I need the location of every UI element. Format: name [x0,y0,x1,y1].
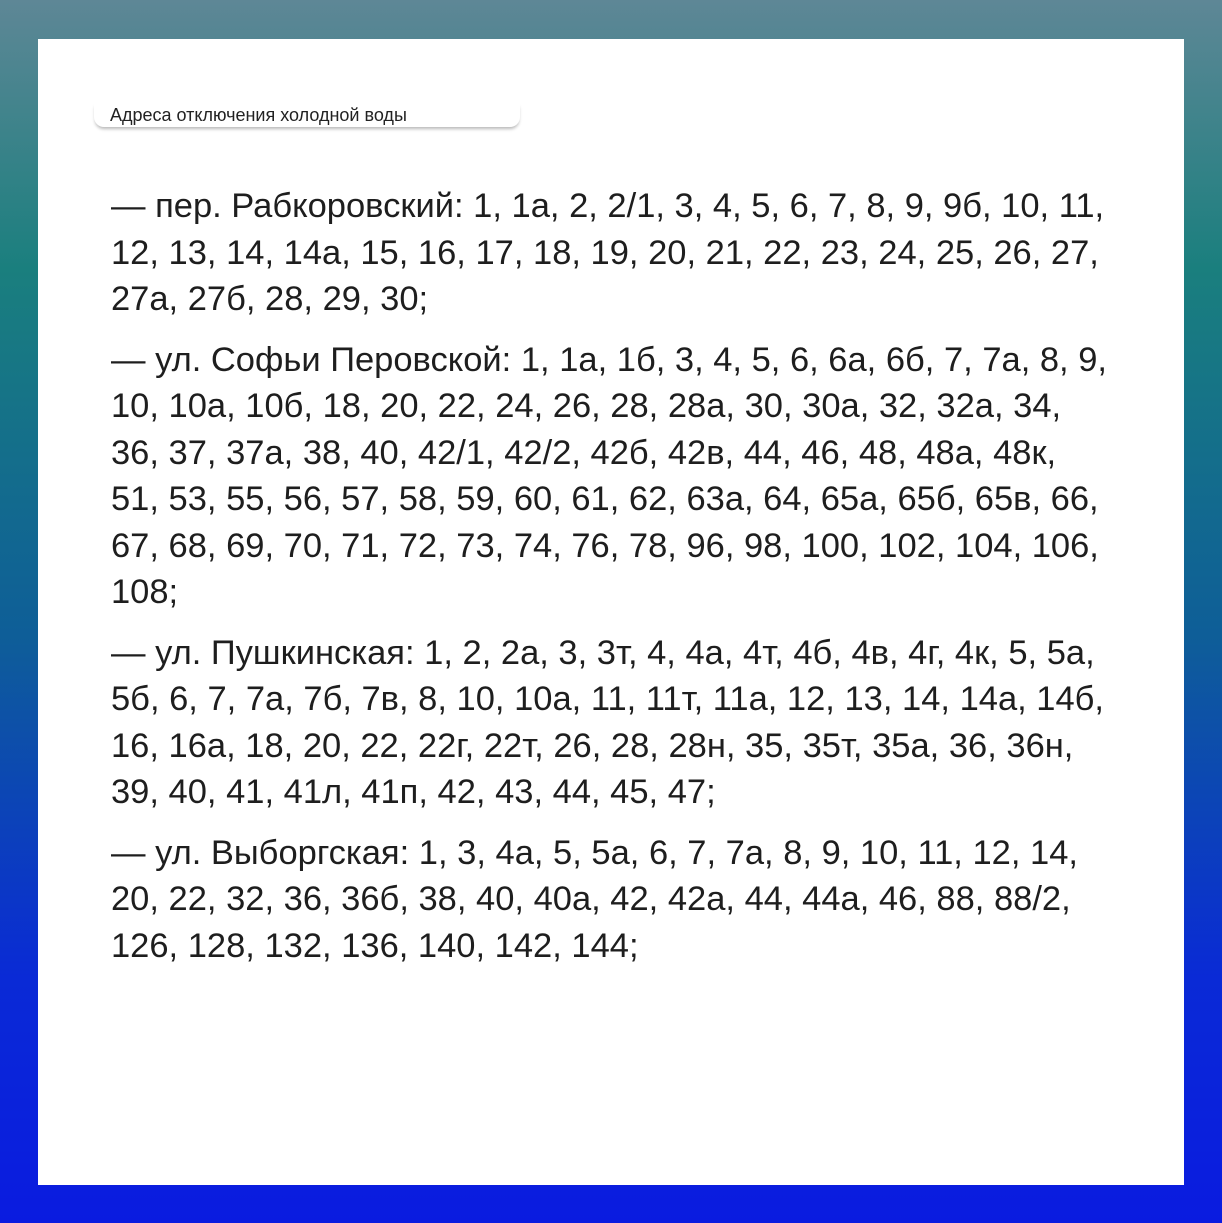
address-item-pushkinskaya: — ул. Пушкинская: 1, 2, 2а, 3, 3т, 4, 4а, 4т, 4б, 4в, 4г, 4к, 5, 5а, 5б, 6, 7, 7а, 7б, 7в, 8, 10, 10а, 11, 11т, 11а, 12, 13, 14, 14а, 14б, 16, 16а, 18, 20, 22, 22г, 22т, 26, 28, 28н, 35, 35т, 35а, 36, 36н, 39, 40, 41, 41л, 41п, 42, 43, 44, 45, 47; [111,633,1105,811]
section-tag [94,103,520,127]
address-item-rabkorovsky: — пер. Рабкоровский: 1, 1а, 2, 2/1, 3, 4, 5, 6, 7, 8, 9, 9б, 10, 11, 12, 13, 14, 14а, 15, 16, 17, 18, 19, 20, 21, 22, 23, 24, 25, 26, 27, 27а, 27б, 28, 29, 30; [111,187,1105,318]
address-item-vyborgskaya: — ул. Выборгская: 1, 3, 4а, 5, 5а, 6, 7, 7а, 8, 9, 10, 11, 12, 14, 20, 22, 32, 36, 36б, 38, 40, 40а, 42, 42а, 44, 44а, 46, 88, 88/2, 126, 128, 132, 136, 140, 142, 144; [111,833,1078,965]
address-list [111,183,1111,983]
content-card [38,39,1184,1185]
section-tag-label: Адреса отключения холодной воды [110,105,407,125]
address-item-sofia-perovskaya: — ул. Софьи Перовской: 1, 1а, 1б, 3, 4, 5, 6, 6а, 6б, 7, 7а, 8, 9, 10, 10а, 10б, 18, 20, 22, 24, 26, 28, 28а, 30, 30а, 32, 32а, 34, 36, 37, 37а, 38, 40, 42/1, 42/2, 42б, 42в, 44, 46, 48, 48а, 48к, 51, 53, 55, 56, 57, 58, 59, 60, 61, 62, 63а, 64, 65а, 65б, 65в, 66, 67, 68, 69, 70, 71, 72, 73, 74, 76, 78, 96, 98, 100, 102, 104, 106, 108; [111,340,1108,611]
